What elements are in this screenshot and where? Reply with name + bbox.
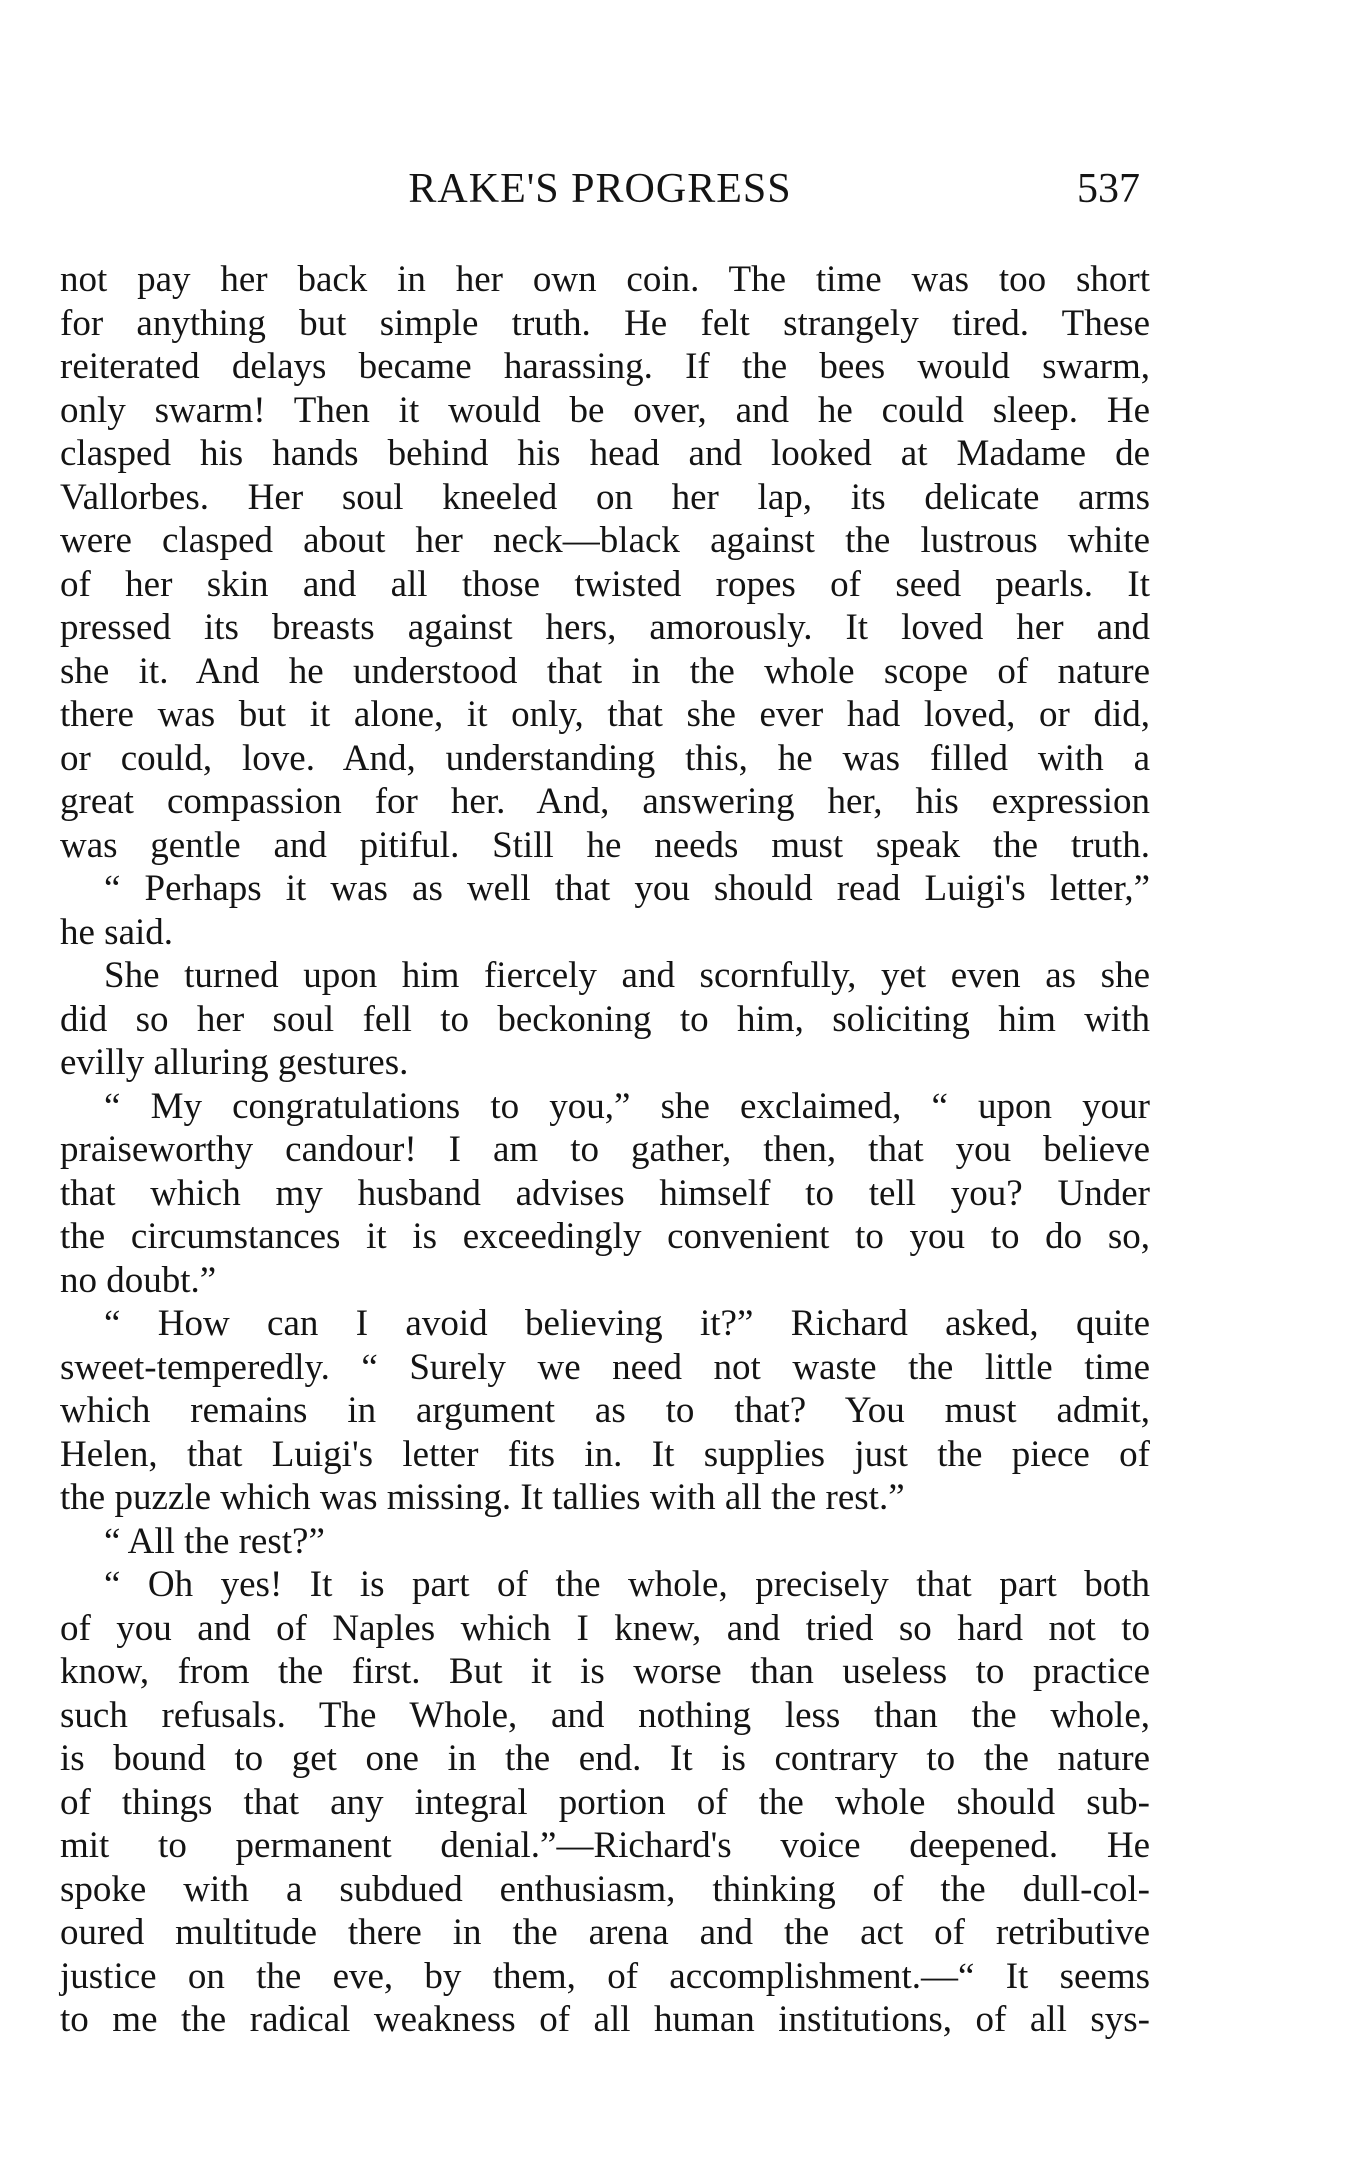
text-line: of you and of Naples which I knew, and tried so hard not to <box>60 1607 1150 1649</box>
text-line: the circumstances it is exceedingly convenient to you to do so, <box>60 1216 1150 1257</box>
text-line: no doubt.” <box>60 1259 217 1301</box>
text-line: mit to permanent denial.”—Richard's voice deepened. He <box>60 1825 1150 1866</box>
text-line: justice on the eve, by them, of accomplishment.—“ It seems <box>60 1955 1150 1997</box>
text-line: the puzzle which was missing. It tallies with all the rest.” <box>60 1477 905 1518</box>
text-line: is bound to get one in the end. It is contrary to the nature <box>60 1738 1150 1779</box>
text-line: “ My congratulations to you,” she exclaimed, “ upon your <box>104 1085 1150 1127</box>
text-line: oured multitude there in the arena and the act of retributive <box>60 1912 1150 1953</box>
text-line: of her skin and all those twisted ropes of seed pearls. It <box>60 563 1150 605</box>
text-line: such refusals. The Whole, and nothing less than the whole, <box>60 1694 1150 1736</box>
text-line: clasped his hands behind his head and looked at Madame de <box>60 433 1150 474</box>
text-line: he said. <box>60 911 174 953</box>
text-line: great compassion for her. And, answering her, his expression <box>60 781 1150 822</box>
page-header <box>60 165 1140 225</box>
text-line: “ All the rest?” <box>104 1520 325 1562</box>
text-line: of things that any integral portion of the whole should sub- <box>60 1781 1150 1823</box>
text-line: reiterated delays became harassing. If the bees would swarm, <box>60 346 1150 387</box>
text-line: only swarm! Then it would be over, and he could sleep. He <box>60 389 1150 431</box>
text-line: she it. And he understood that in the whole scope of nature <box>60 650 1150 692</box>
text-line: to me the radical weakness of all human institutions, of all sys- <box>60 1999 1150 2040</box>
page-number: 537 <box>1077 166 1140 212</box>
text-line: did so her soul fell to beckoning to him, soliciting him with <box>60 998 1150 1040</box>
text-line: spoke with a subdued enthusiasm, thinking of the dull-col- <box>60 1868 1150 1910</box>
body-text <box>60 258 1150 2042</box>
text-line: were clasped about her neck—black against the lustrous white <box>60 520 1150 561</box>
text-line: She turned upon him fiercely and scornfully, yet even as she <box>104 955 1150 996</box>
text-line: “ Oh yes! It is part of the whole, precisely that part both <box>104 1564 1150 1605</box>
text-line: that which my husband advises himself to tell you? Under <box>60 1172 1150 1214</box>
text-line: “ How can I avoid believing it?” Richard asked, quite <box>104 1303 1150 1344</box>
text-line: for anything but simple truth. He felt strangely tired. These <box>60 302 1150 344</box>
text-line: evilly alluring gestures. <box>60 1042 409 1083</box>
text-line: “ Perhaps it was as well that you should read Luigi's letter,” <box>104 868 1150 909</box>
text-line: was gentle and pitiful. Still he needs must speak the truth. <box>60 824 1150 866</box>
text-line: Vallorbes. Her soul kneeled on her lap, its delicate arms <box>60 476 1150 518</box>
text-line: Helen, that Luigi's letter fits in. It supplies just the piece of <box>60 1433 1150 1475</box>
text-line: sweet-temperedly. “ Surely we need not waste the little time <box>60 1346 1150 1388</box>
text-line: which remains in argument as to that? You must admit, <box>60 1390 1150 1431</box>
text-line: praiseworthy candour! I am to gather, then, that you believe <box>60 1129 1150 1170</box>
text-line: not pay her back in her own coin. The time was too short <box>60 259 1150 300</box>
text-line: there was but it alone, it only, that she ever had loved, or did, <box>60 694 1150 735</box>
text-line: pressed its breasts against hers, amorously. It loved her and <box>60 607 1150 648</box>
text-line: or could, love. And, understanding this, he was filled with a <box>60 737 1150 779</box>
text-line: know, from the first. But it is worse than useless to practice <box>60 1651 1150 1692</box>
running-title: RAKE'S PROGRESS <box>408 166 792 212</box>
